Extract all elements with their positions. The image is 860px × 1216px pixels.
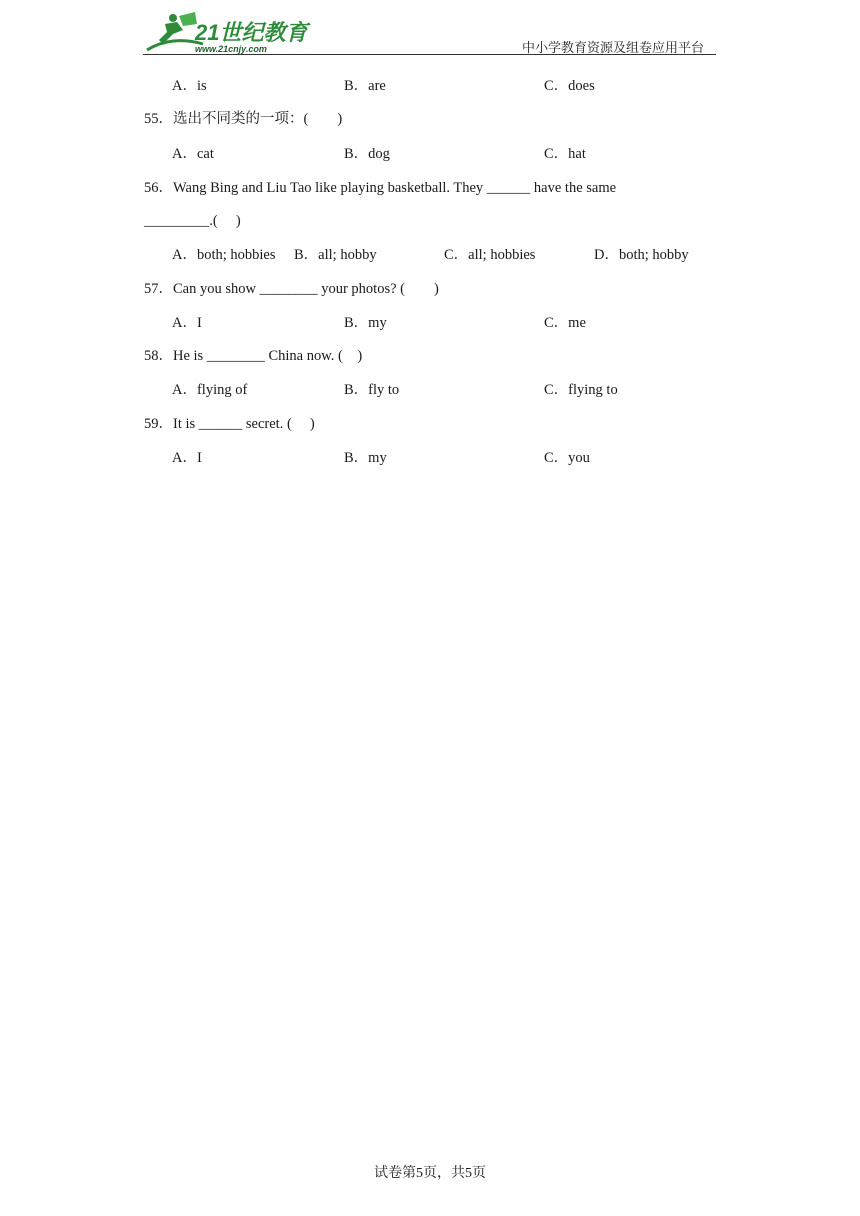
21cnjy-logo [143, 10, 313, 56]
question-58-option-c: C．flying to [544, 382, 618, 398]
question-55-stem: 55．选出不同类的一项：( ) [144, 111, 343, 127]
page-header [143, 10, 716, 56]
question-58-option-b: B．fly to [344, 382, 400, 398]
question-57-stem: 57．Can you show ________ your photos? ( ) [144, 281, 439, 297]
page-footer: 试卷第5页，共5页 [374, 1166, 486, 1181]
question-58-stem: 58．He is ________ China now. ( ) [144, 348, 363, 364]
header-rule [143, 54, 716, 55]
question-55-option-a: A．cat [172, 146, 214, 162]
prev-option-c: C．does [544, 78, 595, 94]
prev-option-b: B．are [344, 78, 386, 94]
question-56-option-d: D．both; hobby [594, 247, 689, 263]
question-55-option-c: C．hat [544, 146, 586, 162]
logo-main-text: 21世纪教育 [195, 20, 308, 45]
question-59-option-b: B．my [344, 450, 387, 466]
question-59-stem: 59．It is ______ secret. ( ) [144, 416, 315, 432]
question-56-stem: 56．Wang Bing and Liu Tao like playing basketball. They ______ have the same [144, 180, 617, 196]
question-56-option-c: C．all; hobbies [444, 247, 536, 263]
question-57-option-b: B．my [344, 315, 387, 331]
question-57-option-a: A．I [172, 315, 202, 331]
question-56-option-a: A．both; hobbies [172, 247, 276, 263]
question-59-option-c: C．you [544, 450, 590, 466]
question-57-option-c: C．me [544, 315, 586, 331]
site-name: 中小学教育资源及组卷应用平台 [521, 40, 704, 55]
question-55-option-b: B．dog [344, 146, 390, 162]
question-59-option-a: A．I [172, 450, 202, 466]
prev-option-a: A．is [172, 78, 207, 94]
logo-sub-text: www.21cnjy.com [195, 44, 267, 54]
question-56-stem-cont: _________.( ) [144, 213, 241, 229]
question-56-option-b: B．all; hobby [294, 247, 377, 263]
question-58-option-a: A．flying of [172, 382, 248, 398]
